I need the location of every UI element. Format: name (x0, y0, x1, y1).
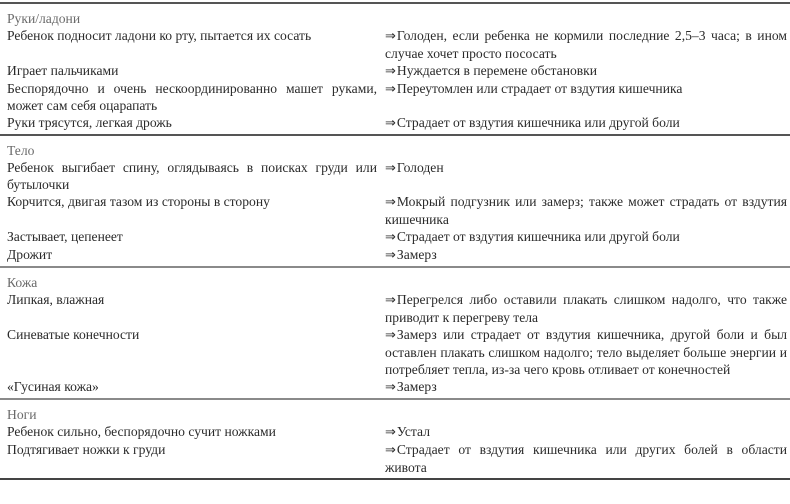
meaning-text: Перегрелся либо оставили плакать слишком надолго, что также приводит к перегреву тела (385, 292, 787, 325)
table-row (0, 114, 790, 132)
meaning-text: Замерз или страдает от вздутия кишечника, другой боли и был оставлен плакать слишком надолго; тело выделяет больше энергии и потребляет тепла, из-за чего кровь отливает от конечностей (385, 327, 787, 377)
meaning-text: Страдает от вздутия кишечника или других болей в области живота (385, 442, 787, 475)
double-arrow-icon: ⇒ (385, 161, 396, 176)
section-legs (0, 398, 790, 478)
table-row (0, 378, 790, 396)
section-title: Кожа (7, 275, 38, 290)
meaning-text: Голоден (396, 160, 444, 175)
section-skin (0, 266, 790, 398)
double-arrow-icon: ⇒ (385, 82, 396, 97)
meaning-text: Страдает от вздутия кишечника или другой боли (396, 229, 680, 244)
sign-cell: Ребенок подносит ладони ко рту, пытается их сосать (7, 28, 312, 43)
double-arrow-icon: ⇒ (385, 328, 396, 343)
sign-cell: Липкая, влажная (7, 292, 105, 307)
table-row (0, 326, 790, 378)
table-bottom-rule (0, 478, 790, 480)
double-arrow-icon: ⇒ (385, 425, 396, 440)
table-row (0, 193, 790, 228)
sign-cell: Дрожит (7, 247, 53, 262)
double-arrow-icon: ⇒ (385, 248, 396, 263)
baby-signs-table (0, 2, 790, 480)
sign-cell: Ребенок сильно, беспорядочно сучит ножками (7, 424, 276, 439)
meaning-text: Голоден, если ребенка не кормили последние 2,5–3 часа; в ином случае хочет просто пососать (385, 28, 787, 61)
double-arrow-icon: ⇒ (385, 230, 396, 245)
meaning-text: Мокрый подгузник или замерз; также может страдать от вздутия кишечника (385, 194, 787, 227)
sign-cell: Беспорядочно и очень нескоординированно машет руками, может сам себя оцарапать (7, 81, 377, 113)
meaning-cell (385, 27, 787, 62)
table-row (0, 62, 790, 80)
meaning-cell (385, 378, 787, 396)
double-arrow-icon: ⇒ (385, 29, 396, 44)
table-row (0, 159, 790, 193)
table-row (0, 228, 790, 246)
section-body (0, 134, 790, 266)
meaning-text: Переутомлен или страдает от вздутия кишечника (396, 81, 683, 96)
sign-cell: Синеватые конечности (7, 327, 140, 342)
double-arrow-icon: ⇒ (385, 116, 396, 131)
meaning-text: Замерз (396, 247, 437, 262)
sign-cell: «Гусиная кожа» (7, 379, 99, 394)
meaning-cell (385, 228, 787, 246)
double-arrow-icon: ⇒ (385, 195, 396, 210)
double-arrow-icon: ⇒ (385, 380, 396, 395)
sign-cell: Ребенок выгибает спину, оглядываясь в поисках груди или бутылочки (7, 160, 377, 192)
section-hands (0, 2, 790, 134)
section-title: Тело (7, 143, 35, 158)
meaning-text: Страдает от вздутия кишечника или другой боли (396, 115, 680, 130)
meaning-text: Нуждается в перемене обстановки (396, 63, 598, 78)
sign-cell: Руки трясутся, легкая дрожь (7, 115, 172, 130)
sign-cell: Играет пальчиками (7, 63, 119, 78)
meaning-cell (385, 441, 787, 476)
meaning-cell (385, 326, 787, 378)
table-row (0, 246, 790, 264)
table-row (0, 80, 790, 114)
meaning-cell (385, 114, 787, 132)
sign-cell: Корчится, двигая тазом из стороны в сторону (7, 194, 270, 209)
meaning-text: Замерз (396, 379, 437, 394)
meaning-cell (385, 423, 787, 441)
double-arrow-icon: ⇒ (385, 64, 396, 79)
meaning-cell (385, 246, 787, 264)
meaning-cell (385, 291, 787, 326)
meaning-cell (385, 62, 787, 80)
sign-cell: Застывает, цепенеет (7, 229, 123, 244)
table-row (0, 441, 790, 476)
meaning-cell (385, 159, 787, 193)
double-arrow-icon: ⇒ (385, 293, 396, 308)
section-title: Ноги (7, 407, 37, 422)
meaning-text: Устал (396, 424, 430, 439)
meaning-cell (385, 80, 787, 114)
table-row (0, 291, 790, 326)
meaning-cell (385, 193, 787, 228)
table-row (0, 423, 790, 441)
table-row (0, 27, 790, 62)
double-arrow-icon: ⇒ (385, 443, 396, 458)
sign-cell: Подтягивает ножки к груди (7, 442, 166, 457)
section-title: Руки/ладони (7, 11, 81, 26)
